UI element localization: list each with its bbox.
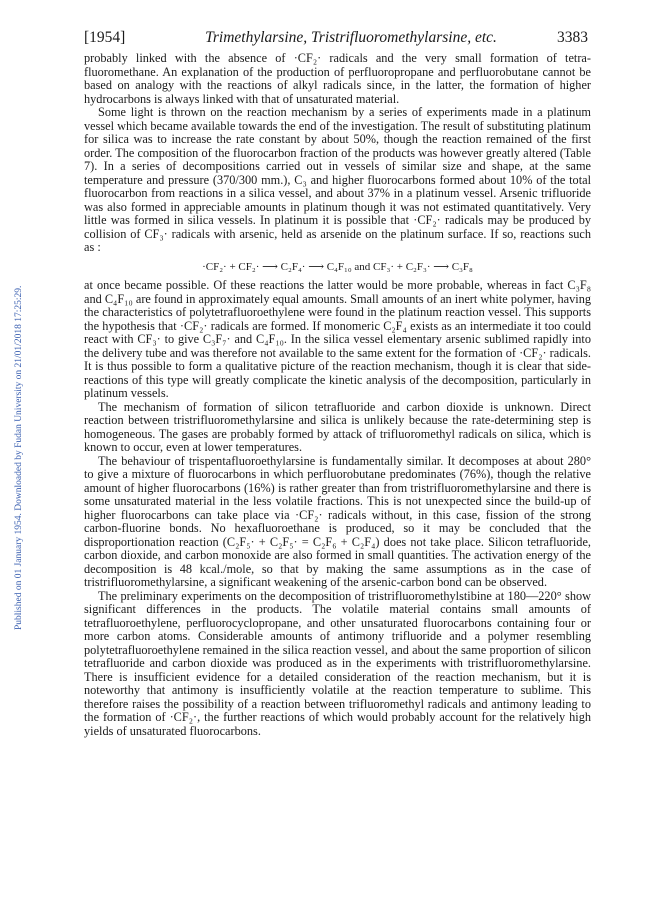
paragraph: probably linked with the absence of ·CF₂· radicals and the very small formation of tetra-fluoromethane. An explanation of the production of perfluoropropane and perfluorobutane cannot be based on analogy with the reactions of alkyl radicals since, in the latter, the formation of higher hydrocarbons is always linked with that of unsaturated material. <box>84 51 591 106</box>
paragraph: at once became possible. Of these reactions the latter would be more probable, whereas in fact C₃F₈ and C₄F₁₀ are found in approximately equal amounts. Small amounts of an inert white polymer, having the characteristics of polytetrafluoroethylene were found in the platinum reaction vessel. This supports the hypothesis that ·CF₂· radicals are formed. If monomeric C₂F₄ exists as an intermediate it too could react with CF₃· to give C₃F₇· and C₄F₁₀. In the silica vessel elementary arsenic sublimed rapidly into the delivery tube and was therefore not available to the same extent for the formation of ·CF₂· radicals. It is thus possible to form a qualitative picture of the reaction mechanism, though it is clear that side-reactions of this type will greatly complicate the kinetic analysis of the decomposition, particularly in platinum vessels. <box>84 278 591 400</box>
paragraph: The mechanism of formation of silicon tetrafluoride and carbon dioxide is unknown. Direct reaction between tristrifluoromethylarsine and silica is unlikely because the rate-determining step is homogeneous. The gases are probably formed by attack of trifluoromethyl radicals on silica, which is known to occur, even at lower temperatures. <box>84 399 591 454</box>
download-watermark <box>2 130 24 630</box>
page-number: 3383 <box>557 29 588 46</box>
article-body <box>84 52 591 738</box>
reaction-equation: ·CF₂· + CF₂· ⟶ C₂F₄· ⟶ C₄F₁₀ and CF₃· + C₂F₃· ⟶ C₃F₈ <box>202 260 473 273</box>
header-year: [1954] <box>84 29 126 46</box>
header-title: Trimethylarsine, Tristrifluoromethylarsine, etc. <box>205 29 497 46</box>
download-watermark-text: Published on 01 January 1954. Downloaded by Fudan University on 21/01/2018 17:25:29. <box>14 285 24 630</box>
paragraph: The preliminary experiments on the decomposition of tristrifluoromethylstibine at 180—220° show significant differences in the products. The volatile material contains small amounts of tetrafluoroethylene, perfluorocyclopropane, and other unsaturated fluorocarbons containing four or more carbon atoms. Considerable amounts of antimony trifluoride and a polymer resembling polytetrafluoroethylene remained in the silica reaction vessel, and about the same proportion of silicon tetrafluoride and carbon dioxide was produced as in the experiments with tristrifluoromethylarsine. There is insufficient evidence for a detailed consideration of the reaction mechanism, but it is noteworthy that antimony is insufficiently volatile at the reaction temperature to sublime. This therefore raises the possibility of a reaction between trifluoromethyl radicals and antimony leading to the formation of ·CF₂·, the further reactions of which would probably account for the relatively high yields of unsaturated fluorocarbons. <box>84 588 591 738</box>
paragraph: Some light is thrown on the reaction mechanism by a series of experiments made in a platinum vessel which became available towards the end of the investigation. The result of substituting platinum for silica was to increase the rate constant by about 50%, though the reaction remained of the first order. The composition of the fluorocarbon fraction of the products was however greatly altered (Table 7). In a series of decompositions carried out in vessels of similar size and shape, at the same temperature and pressure (370/300 mm.), C₃ and higher fluorocarbons formed about 10% of the total fluorocarbon from reactions in a silica vessel, and about 37% in a platinum vessel. Arsenic trifluoride was also formed in appreciable amounts in platinum though it was not estimated quantitatively. Very little was formed in silica vessels. In platinum it is possible that ·CF₂· radicals may be produced by collision of CF₃· radicals with arsenic, held as arsenide on the platinum surface. If so, reactions such as : <box>84 105 591 254</box>
paragraph: The behaviour of trispentafluoroethylarsine is fundamentally similar. It decomposes at about 280° to give a mixture of fluorocarbons in which perfluorobutane predominates (76%), though the relative amount of higher fluorocarbons (16%) is rather greater than from tristrifluoromethylarsine and there is some unsaturated material in the less volatile fractions. This is not unexpected since the build-up of higher fluorocarbons can take place via ·CF₂· radicals without, in this case, fission of the strong carbon-fluorine bonds. No hexafluoroethane is produced, so it may be concluded that the disproportionation reaction (C₂F₅· + C₂F₅· = C₂F₆ + C₂F₄) does not take place. Silicon tetrafluoride, carbon dioxide, and carbon monoxide are also formed in small quantities. The activation energy of the decomposition is 48 kcal./mole, so that by making the same assumptions as in the case of tristrifluoromethylarsine, a significant weakening of the arsenic-carbon bond can be observed. <box>84 453 591 589</box>
running-header <box>84 29 588 49</box>
